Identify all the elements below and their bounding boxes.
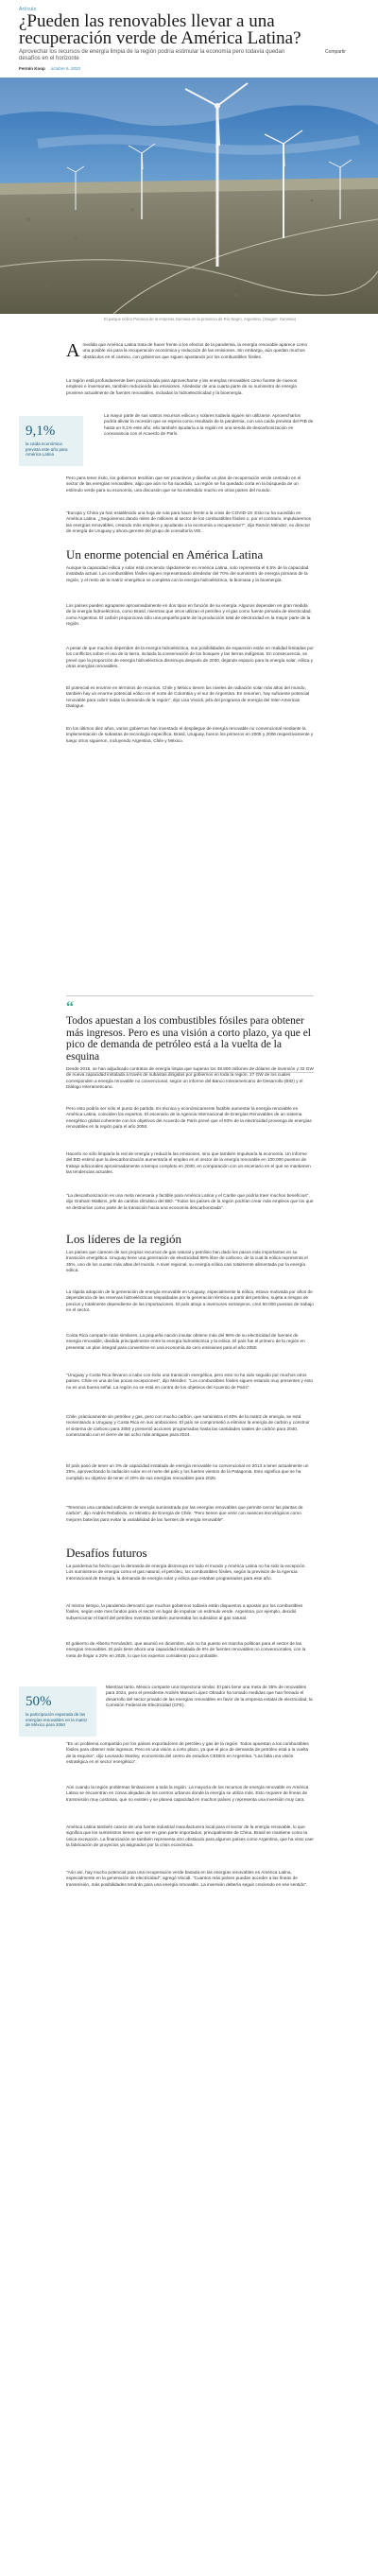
section4-text-1: La pandemia ha hecho que la demanda de energía disminuya en todo el mundo y América Latina no ha sido la excepción. Los suministros de energía como el gas natural, el petróleo, los combustibles fósiles, según la previsión de la Agencia Internacional de Energía, la demanda de energía solar y eólica que estaban programados para este año.	[66, 1564, 306, 1581]
section2-paragraph-2	[66, 1106, 314, 1135]
section1-text-4: El potencial es enorme en términos de recursos. Chile y México tienen los niveles de radiación solar más altos del mundo, también hay un enorme potencial eólico en el norte de Colombia y el sur de Argentina. En resumen, hay suficiente potencial renovable para cubrir todas la demanda de la región", dijo Lisa Viscidi, jefa del programa de energía del Inter-American Dialogue.	[66, 685, 310, 709]
section1-text-5: En los últimos diez años, varios gobiernos han inventado el despliegue de energía renovable no convencional mediante la implementación de subastas de tecnología específica. Brasil, Uruguay, fueron los primeros en 2005 y 2006 respectivamente y luego otros siguieron, incluyendo Argentina, Chile y México.	[66, 726, 314, 743]
stat-label: la participación esperada de las energías renovables en la matriz de México para 2050	[26, 1712, 88, 1727]
section5-text-2: "Es un problema compartido por los países exportadores de petróleo y gas de la región. Todos apuestan a los combustibles fósiles para obtener más ingresos. Pero es una visión a corto plazo, ya que el pico de demanda de petróleo está a la vuelta de la esquina", dijo Leonardo Stanley, economista del centro de estudios CEDES en Argentina. "Las falta una visión estratégica en el sector energético".	[66, 1741, 309, 1765]
stat-number: 50%	[26, 1694, 52, 1709]
section1-paragraph-2	[66, 603, 314, 632]
section4-paragraph-3	[66, 1641, 314, 1664]
author-name[interactable]: Fermín Koop	[19, 66, 45, 71]
section3-text-7: "Tenemos una cantidad suficiente de energía suministrada por las energías renovables que permite cerrar las plantas de carbón", dijo Andrés Rebolledo, ex Ministro de Energía de Chile. "Pero tienen que venir con avances tecnológicos como mejores baterías para evitar la variabilidad de las fuentes de energía renovable".	[66, 1505, 303, 1522]
section3-paragraph-6	[66, 1463, 314, 1486]
section2-text-4: "La descarbonización es una meta necesaria y factible para América Latina y el Caribe que podría traer muchos beneficios", dijo Graham Watkins, jefe de cambio climático del BID. "Todos los países de la región podrían crear más empleos que los que se destruirían como parte de la transición hacia una economía descarbonizada".	[66, 1193, 314, 1210]
hero-image	[0, 78, 378, 314]
article-title: ¿Pueden las renovables llevar a una recuperación verde de América Latina?	[19, 11, 301, 48]
section3-paragraph-1	[66, 1250, 314, 1279]
intro-text-3: La mayor parte de sus vastos recursos eólicos y solares todavía siguen sin utilizarse. Aprovecharlos podría aliviar la recesión que se espera como resultado de la pandemia, con una caída prevista del PIB de hasta un 9,1% este año; ello también ayudaría a la región en una senda de descarbonización en consonancia con el Acuerdo de París.	[104, 413, 314, 437]
section5-paragraph-4	[66, 1824, 314, 1854]
wind-farm-photo	[0, 78, 378, 314]
intro-paragraph-1	[66, 342, 314, 365]
section2-text-3: Hacerlo no sólo limpiaría la red de energía y reduciría las emisiones, sino que también impulsaría la economía. Un informe del BID estimó que la descarbonización aumentaría el empleo en el sector de la energía renovable en 100.000 puestos de trabajo adicionales aproximadamente a tiempo completo en 2030, en comparación con un escenario en el que se mantienen las tendencias actuales.	[66, 1151, 311, 1175]
intro-paragraph-2	[66, 378, 314, 401]
section3-text-4: "Uruguay y Costa Rica llevaron a cabo con éxito una transición energética, pero esto no ha sido seguido por muchos otros países. Chile es una de las pocas excepciones", dijo Méndez. "Los combustibles fósiles siguen estando muy presentes y esto no es una buena señal. La región no se está en contra de los objetivos del Acuerdo de París".	[66, 1373, 314, 1390]
article-subtitle: Aprovechar los recursos de energía limpia de la región podría estimular la economía pero todavía quedan desafíos en el horizonte	[19, 49, 285, 61]
section1-text-2: Los países pueden agruparse aproximadamente en dos tipos en función de su energía. Algunos dependen en gran medida de la energía hidroeléctrica, como Brasil, mientras que otros utilizan el petróleo y el gas como fuente primaria de electricidad, como Argentina. El carbón proporciona sólo una pequeña parte de la producción total de electricidad en la mayor parte de la región.	[66, 603, 312, 627]
section3-paragraph-7	[66, 1505, 314, 1528]
intro-text-4: Pero para tener éxito, los gobiernos tendrían que ser proactivos y diseñar un plan de recuperación verde centrado en el sector de las energías renovables, algo que aún no ha sucedido. La región se ha quedado corta en la búsqueda de un estímulo verde para su economía, una discusión que se ha extendido mucho en otras partes del mundo.	[66, 475, 301, 493]
intro-text-2: La región está profundamente bien posicionada para aprovecharse y las energías renovables como fuente de nuevos empleos e inversiones, también reduciendo las emisiones. Alrededor de una cuarta parte de su suministro de energía proviene actualmente de fuentes renovables, incluidas la hidroelectricidad y la bioenergía.	[66, 378, 298, 395]
stat-label: la caída económica prevista este año para América Latina	[26, 441, 68, 457]
section1-text-1: Aunque la capacidad eólica y solar está creciendo rápidamente en América Latina, solo representa el 6,5% de la capacidad instalada actual. Los combustibles fósiles siguen representando alrededor del 70% del suministro de energía primaria de la región, y el resto de la matriz energética se completa con la energía hidroeléctrica, la biomasa y la bioenergía.	[66, 565, 309, 582]
section3-paragraph-2	[66, 1289, 314, 1319]
section5-paragraph-2	[66, 1741, 314, 1771]
section5-text-3: Aún cuando la región problemas limitaciones a toda la región. La mayoría de los recursos de energía renovable en América Latina se encuentran en zonas alejadas de los centros urbanos donde la energía se utiliza más. Esto requiere de líneas de transmisión muy costosas, que no existen y se planea capacidad en muchos países y representa una inversión muy cara.	[66, 1785, 309, 1802]
section4-text-2: Al mismo tiempo, la pandemia demostró que muchos gobiernos todavía están dispuestos a apostar por los combustibles fósiles, según este mes fondos para el sector en lugar de impulsar un estímulo verde. Argentina, por ejemplo, decidió subvencionar el barril del petróleo mientras también aumentaba los subsidios al gas natural.	[66, 1603, 303, 1620]
pull-quote	[66, 995, 314, 1073]
section1-paragraph-4	[66, 685, 314, 715]
intro-paragraph-5	[66, 510, 314, 540]
quote-mark-icon: “	[66, 999, 74, 1015]
publish-date: octubre 6, 2020	[50, 66, 81, 71]
hero-caption: El parque eólico Pomona de la empresa Genneia en la provincia de Río Negro, Argentina. (Imagen: Genneia)	[104, 317, 296, 321]
intro-paragraph-4	[66, 475, 314, 498]
stat-box-gdp	[19, 416, 83, 466]
section2-text-1: Desde 2015, se han adjudicado contratos de energía limpia que superan los 48.800 millones de dólares de inversión y 32 GW de nueva capacidad instalada a través de subastas dirigidas por gobiernos en toda la región. 27 GW de los cuales corresponden a energía renovable no convencional, según un informe del Banco Interamericano de Desarrollo (BID) y el Diálogo Interamericano.	[66, 1066, 314, 1090]
section3-text-2: La rápida adopción de la generación de energía renovable en Uruguay, especialmente la eólica, estuvo motivada por años de dependencia de las reservas hidroeléctricas respaldadas por la generación térmica a partir del petróleo, sujeta a riesgos de precios y totalmente dependiente de las importaciones. El país atrajo a inversores extranjeros, creó 50.000 puestos de trabajo en el sector.	[66, 1289, 314, 1313]
section5-text-1: Mientras tanto, México comparte una trayectoria similar. El país tiene una meta de 35% de renovables para 2024, pero el presidente Andrés Manuel López Obrador ha tomado medidas que han frenado el desarrollo del sector privado de las energías renovables en favor de la empresa estatal de electricidad, la Comisión Federal de Electricidad (CFE).	[106, 1685, 313, 1708]
section4-paragraph-1	[66, 1564, 314, 1586]
intro-text-1: medida que América Latina trata de hacer frente a los efectos de la pandemia, la energía renovable aparece como una posible vía para la recuperación económica y reducción de las emisiones. Sin embargo, aún quedan muchos obstáculos en el camino, con gobiernos que siguen apostando por los combustibles fósiles.	[82, 342, 308, 359]
section3-paragraph-3	[66, 1333, 314, 1356]
section5-text-4: América Latina también carece de una fuente industrial manufacturera local para el sector de la energía renovable, lo que significa que los suministros tienen que ser en gran parte importados, principalmente de China. Brasil se mantiene como la única excepción. La financiación se también representa otro obstáculo para algunos países como Argentina, que ha visto caer la fabricación de proyectos ya asignados por la crisis económica.	[66, 1824, 314, 1848]
section4-paragraph-2	[66, 1603, 314, 1626]
pull-quote-text: Todos apuestan a los combustibles fósiles para obtener más ingresos. Pero es una visión a corto plazo, ya que el pico de demanda de petróleo está a la vuelta de la esquina	[66, 1015, 312, 1063]
section1-paragraph-3	[66, 646, 314, 675]
section2-text-2: Pero esto podría ser sólo el punto de partida. Es técnica y económicamente factible aumentar la energía renovable en América Latina, coinciden los expertos. El escenario de la Agencia Internacional de Energías Renovables de un sistema energético global coherente con los objetivos del Acuerdo de París prevé que el 93% de la electricidad provenga de energías renovables en la región para el año 2050.	[66, 1106, 312, 1130]
share-button[interactable]: Compartir	[325, 49, 346, 55]
section3-text-3: Costa Rica comparte rutas similares. La pequeña nación insular obtiene más del 98% de su electricidad de fuentes de energía renovable, dividida principalmente entre la energía hidroeléctrica y la eólica. El país fue el primero de la región en presentar un plan integral para convertirse en una economía de cero emisiones para el año 2050.	[66, 1333, 305, 1350]
section3-paragraph-5	[66, 1414, 314, 1444]
section3-text-5: Chile, prácticamente sin petróleo y gas, pero con mucho carbón, que suministra el 40% de la matriz de energía, se está reorientando a Uruguay y Costa Rica en sus ambiciones. El país se comprometió a eliminar la energía de carbón y construir el sistema de carbono para 2050 y presentó acciones programadas hasta las cantidades totales de carbón para 2040, comenzando con el cierre de las ocho más antiguas para 2024.	[66, 1414, 310, 1438]
section4-text-3: El gobierno de Alberto Fernández, que asumió en diciembre, aún no ha puesto en marcha políticas para el sector de las energías renovables. El país tiene ahora una capacidad instalada de 8% de fuentes renovables no convencionales, con la meta de llegar a 20% en 2025, lo que los expertos consideran poco probable.	[66, 1641, 306, 1658]
section-heading-leaders: Los líderes de la región	[66, 1232, 182, 1246]
section1-text-3: A pesar de que muchos dependen de la energía hidroeléctrica, sus posibilidades de expansión están en realidad limitadas por los conflictos sobre el uso de la tierra, incluida la conservación de los bosques y las tierras indígenas. En consecuencia, se prevé que la proporción de energía hidroeléctrica disminuya después de 2030, dejando espacio para la energía solar, eólica y otras energías renovables.	[66, 646, 314, 669]
section5-paragraph-1	[106, 1685, 314, 1714]
drop-cap: A	[66, 340, 80, 361]
section1-paragraph-1	[66, 565, 314, 588]
section3-text-6: El país pasó de tener un 3% de capacidad instalada de energía renovable no convencional en 2013 a tener actualmente un 25%, aprovechando la radiación solar en el norte del país y los fuertes vientos de la Patagonia. Esto significa que se ha cumplido su objetivo de tener el 20% de sus energías renovables para 2025.	[66, 1463, 309, 1480]
section2-paragraph-1	[66, 1066, 314, 1096]
section5-text-5: "Aún así, hay mucho potencial para una recuperación verde basada en las energías renovables en América Latina, especialmente en la generación de electricidad", agregó Viscidi. "Cuantos más países puedan acceder a las líneas de transmisión, más posibilidades tendrán para una energía renovable. La inversión debería seguir creciendo en ese sentido".	[66, 1870, 308, 1887]
section2-paragraph-4	[66, 1193, 314, 1216]
section3-text-1: Los países que carecen de sus propios recursos de gas natural y petróleo han dado los pasos más importantes en su transición energética. Uruguay tiene una generación de electricidad 98% libre de carbono, de la cual la eólica representa el 35%, uno de los cuotas más altas del mundo. A nivel regional, su energía eólica casi totalmente alimentada por la energía eólica.	[66, 1250, 308, 1273]
section1-paragraph-5	[66, 726, 314, 749]
intro-paragraph-3	[104, 413, 314, 442]
byline	[19, 66, 80, 71]
intro-text-5: "Europa y China ya han establecido una hoja de ruta para hacer frente a la crisis de COVID-19. Esto no ha sucedido en América Latina. ¿Seguiremos dando miles de millones al sector de los combustibles fósiles o, por el contrario, impulsaremos las energías renovables, creando más empleos y ayudando a la economía a recuperarse?", dijo Ramón Méndez, ex director de energía de Uruguay y ahora gerente del grupo de consultoría VIE.	[66, 510, 311, 534]
section2-paragraph-3	[66, 1151, 314, 1181]
section3-paragraph-4	[66, 1373, 314, 1395]
section5-paragraph-3	[66, 1785, 314, 1807]
section5-paragraph-5	[66, 1870, 314, 1893]
section-heading-potential: Un enorme potencial en América Latina	[66, 547, 264, 562]
stat-number: 9,1%	[26, 424, 56, 439]
article-kicker[interactable]: Artículo	[19, 7, 37, 12]
stat-box-mexico	[19, 1686, 96, 1737]
section-heading-challenges: Desafíos futuros	[66, 1546, 147, 1560]
